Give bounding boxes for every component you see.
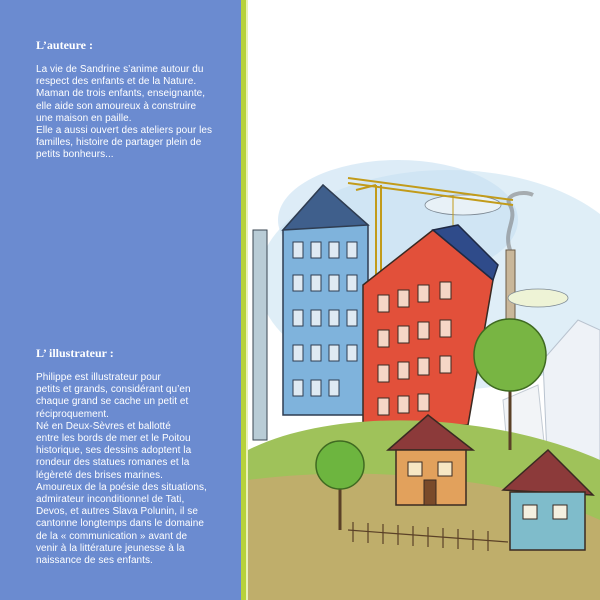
author-heading: L’auteure : <box>36 38 93 52</box>
city-houses-illustration <box>248 150 600 600</box>
author-bio-line: elle aide son amoureux à construire <box>36 100 197 112</box>
illustrator-bio-line: chaque grand se cache un petit et <box>36 396 189 408</box>
illustrator-bio-line: entre les bords de mer et le Poitou <box>36 433 191 445</box>
author-bio-line: familles, histoire de partager plein de <box>36 137 202 149</box>
narrow-tower <box>253 230 267 440</box>
author-bio-line: Elle a aussi ouvert des ateliers pour les <box>36 125 213 137</box>
illustrator-bio-line: historique, ses dessins adoptent la <box>36 445 192 457</box>
illustrator-bio-line: Devos, et autres Slava Polunin, il se <box>36 506 198 518</box>
illustrator-bio-line: cantonne longtemps dans le domaine <box>36 518 204 530</box>
author-bio-line: Maman de trois enfants, enseignante, <box>36 88 206 100</box>
illustrator-bio-line: admirateur inconditionnel de Tati, <box>36 494 185 506</box>
illustrator-bio-line: Né en Deux-Sèvres et ballotté <box>36 420 171 432</box>
illustrator-bio-line: petits et grands, considérant qu’en <box>36 384 191 396</box>
author-bio-line: respect des enfants et de la Nature. <box>36 76 197 88</box>
author-bio <box>36 64 232 162</box>
illustrator-bio-line: rondeur des statues romanes et la <box>36 457 190 469</box>
illustrator-bio-line: venir à la littérature jeunesse à la <box>36 542 185 554</box>
author-bio-line: La vie de Sandrine s’anime autour du <box>36 64 204 75</box>
illustrator-bio-line: naissance de ses enfants. <box>36 555 153 567</box>
illustrator-bio-line: Amoureux de la poésie des situations, <box>36 481 207 493</box>
illustrator-bio-line: réciproquement. <box>36 408 110 420</box>
illustrator-bio-line: de la « communication » avant de <box>36 530 188 542</box>
blue-apartment-building <box>283 185 368 415</box>
illustrator-bio-line: Philippe est illustrateur pour <box>36 372 161 383</box>
illustrator-bio <box>36 372 232 567</box>
illustrator-heading: L’ illustrateur : <box>36 346 114 360</box>
author-bio-line: une maison en paille. <box>36 112 132 124</box>
illustrator-bio-line: légèreté des brises marines. <box>36 469 164 481</box>
author-bio-line: petits bonheurs... <box>36 149 114 161</box>
